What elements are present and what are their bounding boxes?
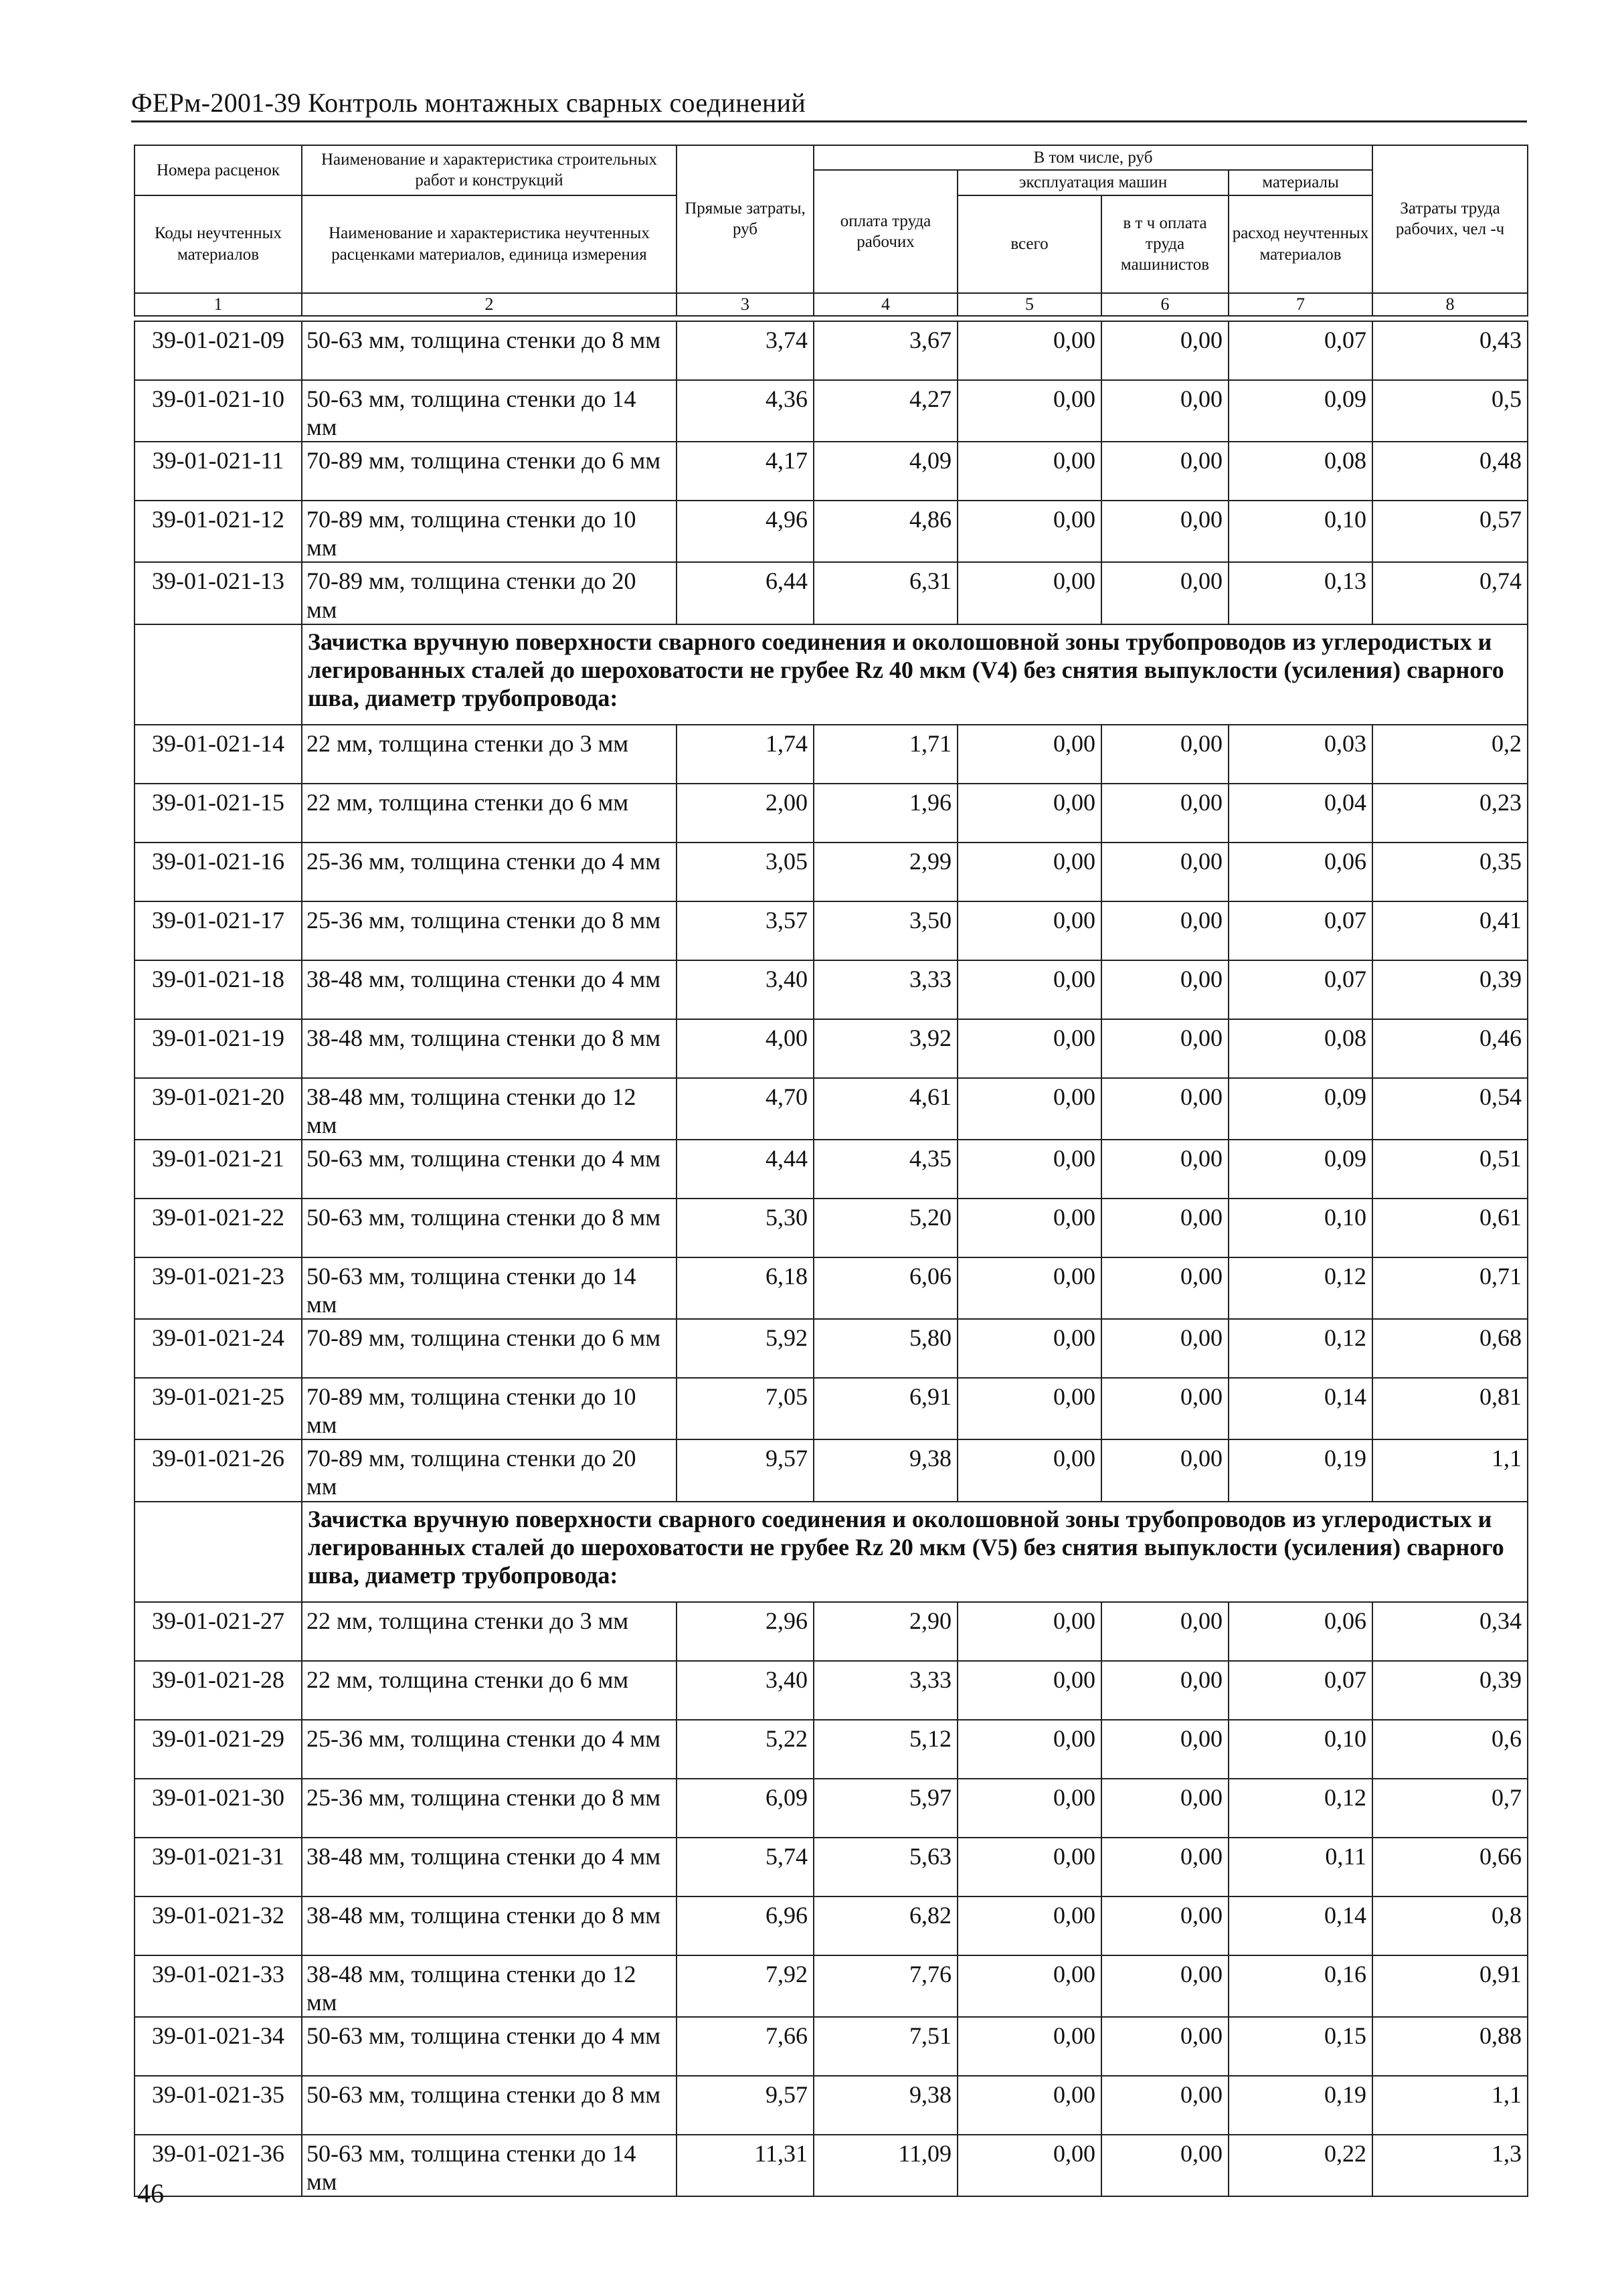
rate-code: 39-01-021-29 (134, 1720, 302, 1779)
table-row (134, 960, 1528, 1019)
labor-costs: 0,23 (1372, 784, 1528, 843)
work-description: 38-48 мм, толщина стенки до 12 мм (302, 1078, 677, 1140)
work-description: 22 мм, толщина стенки до 6 мм (302, 784, 677, 843)
machine-operation-total: 0,00 (958, 1896, 1101, 1955)
machine-operation-total: 0,00 (958, 2076, 1101, 2135)
materials-consumption: 0,03 (1229, 725, 1372, 784)
labor-costs: 0,39 (1372, 1661, 1528, 1720)
labor-costs: 0,51 (1372, 1140, 1528, 1199)
header-naimenovanie: Наименование и характеристика строительных работ и конструкций (302, 145, 677, 195)
machinist-wages: 0,00 (1101, 1896, 1229, 1955)
rate-code: 39-01-021-34 (134, 2017, 302, 2076)
direct-costs: 7,66 (677, 2017, 814, 2076)
machinist-wages: 0,00 (1101, 2135, 1229, 2196)
direct-costs: 3,40 (677, 960, 814, 1019)
header-nomera: Номера расценок (134, 145, 302, 195)
direct-costs: 7,05 (677, 1378, 814, 1439)
labor-costs: 0,66 (1372, 1838, 1528, 1896)
machine-operation-total: 0,00 (958, 1661, 1101, 1720)
direct-costs: 4,70 (677, 1078, 814, 1140)
direct-costs: 9,57 (677, 1439, 814, 1501)
machine-operation-total: 0,00 (958, 1779, 1101, 1838)
col-number: 4 (814, 293, 958, 317)
rate-code: 39-01-021-32 (134, 1896, 302, 1955)
machine-operation-total: 0,00 (958, 2135, 1101, 2196)
table-row (134, 321, 1528, 380)
col-number: 3 (677, 293, 814, 317)
table-row (134, 562, 1528, 624)
page-number: 46 (137, 2178, 164, 2208)
rate-code: 39-01-021-17 (134, 901, 302, 960)
table-row (134, 901, 1528, 960)
machine-operation-total: 0,00 (958, 1199, 1101, 1257)
header-pryamye: Прямые затраты, руб (677, 145, 814, 293)
machinist-wages: 0,00 (1101, 1955, 1229, 2017)
machine-operation-total: 0,00 (958, 1955, 1101, 2017)
labor-costs: 0,43 (1372, 321, 1528, 380)
worker-wages: 5,12 (814, 1720, 958, 1779)
labor-costs: 0,74 (1372, 562, 1528, 624)
page-title: ФЕРм-2001-39 Контроль монтажных сварных соединений (131, 88, 806, 118)
work-description: 38-48 мм, толщина стенки до 12 мм (302, 1955, 677, 2017)
materials-consumption: 0,12 (1229, 1257, 1372, 1319)
header-oplata-truda: оплата труда рабочих (814, 170, 958, 292)
header-kody: Коды неучтенных материалов (134, 195, 302, 293)
worker-wages: 3,92 (814, 1019, 958, 1078)
materials-consumption: 0,15 (1229, 2017, 1372, 2076)
table-row (134, 380, 1528, 442)
worker-wages: 9,38 (814, 1439, 958, 1501)
col-number: 2 (302, 293, 677, 317)
materials-consumption: 0,09 (1229, 1140, 1372, 1199)
direct-costs: 6,96 (677, 1896, 814, 1955)
machinist-wages: 0,00 (1101, 960, 1229, 1019)
col-number: 7 (1229, 293, 1372, 317)
machinist-wages: 0,00 (1101, 1199, 1229, 1257)
machinist-wages: 0,00 (1101, 380, 1229, 442)
work-description: 25-36 мм, толщина стенки до 4 мм (302, 1720, 677, 1779)
table-row (134, 843, 1528, 901)
worker-wages: 3,67 (814, 321, 958, 380)
machinist-wages: 0,00 (1101, 901, 1229, 960)
direct-costs: 11,31 (677, 2135, 814, 2196)
worker-wages: 5,80 (814, 1319, 958, 1378)
rate-code: 39-01-021-26 (134, 1439, 302, 1501)
machine-operation-total: 0,00 (958, 2017, 1101, 2076)
worker-wages: 4,27 (814, 380, 958, 442)
col-number: 1 (134, 293, 302, 317)
materials-consumption: 0,09 (1229, 380, 1372, 442)
header-vsego: всего (958, 195, 1101, 293)
table-row (134, 501, 1528, 562)
rate-code: 39-01-021-21 (134, 1140, 302, 1199)
direct-costs: 2,96 (677, 1602, 814, 1661)
labor-costs: 0,61 (1372, 1199, 1528, 1257)
rate-code: 39-01-021-13 (134, 562, 302, 624)
table-row (134, 1838, 1528, 1896)
machinist-wages: 0,00 (1101, 321, 1229, 380)
worker-wages: 7,76 (814, 1955, 958, 2017)
labor-costs: 0,8 (1372, 1896, 1528, 1955)
work-description: 25-36 мм, толщина стенки до 8 мм (302, 901, 677, 960)
labor-costs: 0,54 (1372, 1078, 1528, 1140)
work-description: 22 мм, толщина стенки до 6 мм (302, 1661, 677, 1720)
work-description: 70-89 мм, толщина стенки до 20 мм (302, 1439, 677, 1501)
work-description: 50-63 мм, толщина стенки до 8 мм (302, 1199, 677, 1257)
rate-code: 39-01-021-12 (134, 501, 302, 562)
machine-operation-total: 0,00 (958, 442, 1101, 501)
labor-costs: 0,35 (1372, 843, 1528, 901)
section-code-empty (134, 624, 302, 725)
materials-consumption: 0,08 (1229, 1019, 1372, 1078)
machine-operation-total: 0,00 (958, 725, 1101, 784)
direct-costs: 6,44 (677, 562, 814, 624)
machinist-wages: 0,00 (1101, 1019, 1229, 1078)
materials-consumption: 0,10 (1229, 1199, 1372, 1257)
work-description: 50-63 мм, толщина стенки до 8 мм (302, 321, 677, 380)
materials-consumption: 0,19 (1229, 1439, 1372, 1501)
work-description: 50-63 мм, толщина стенки до 14 мм (302, 380, 677, 442)
table-row (134, 1779, 1528, 1838)
worker-wages: 11,09 (814, 2135, 958, 2196)
machinist-wages: 0,00 (1101, 1319, 1229, 1378)
table-row (134, 1955, 1528, 2017)
materials-consumption: 0,07 (1229, 321, 1372, 380)
table-row (134, 784, 1528, 843)
rate-code: 39-01-021-18 (134, 960, 302, 1019)
table-row (134, 1720, 1528, 1779)
labor-costs: 0,91 (1372, 1955, 1528, 2017)
machinist-wages: 0,00 (1101, 2076, 1229, 2135)
machinist-wages: 0,00 (1101, 2017, 1229, 2076)
machinist-wages: 0,00 (1101, 843, 1229, 901)
header-vtch: в т ч оплата труда машинистов (1101, 195, 1229, 293)
materials-consumption: 0,10 (1229, 1720, 1372, 1779)
col-number: 6 (1101, 293, 1229, 317)
direct-costs: 9,57 (677, 2076, 814, 2135)
table-row (134, 725, 1528, 784)
rate-code: 39-01-021-36 (134, 2135, 302, 2196)
materials-consumption: 0,19 (1229, 2076, 1372, 2135)
rate-code: 39-01-021-14 (134, 725, 302, 784)
table-row (134, 1661, 1528, 1720)
header-materialy: материалы (1229, 170, 1372, 195)
work-description: 22 мм, толщина стенки до 3 мм (302, 725, 677, 784)
worker-wages: 4,09 (814, 442, 958, 501)
machinist-wages: 0,00 (1101, 562, 1229, 624)
worker-wages: 3,50 (814, 901, 958, 960)
machinist-wages: 0,00 (1101, 725, 1229, 784)
table-row (134, 1602, 1528, 1661)
worker-wages: 4,35 (814, 1140, 958, 1199)
work-description: 38-48 мм, толщина стенки до 4 мм (302, 1838, 677, 1896)
direct-costs: 5,22 (677, 1720, 814, 1779)
direct-costs: 4,44 (677, 1140, 814, 1199)
rate-code: 39-01-021-19 (134, 1019, 302, 1078)
rate-code: 39-01-021-31 (134, 1838, 302, 1896)
work-description: 38-48 мм, толщина стенки до 8 мм (302, 1896, 677, 1955)
machine-operation-total: 0,00 (958, 1378, 1101, 1439)
direct-costs: 3,74 (677, 321, 814, 380)
direct-costs: 7,92 (677, 1955, 814, 2017)
worker-wages: 5,97 (814, 1779, 958, 1838)
worker-wages: 7,51 (814, 2017, 958, 2076)
worker-wages: 6,06 (814, 1257, 958, 1319)
work-description: 25-36 мм, толщина стенки до 8 мм (302, 1779, 677, 1838)
header-naimenovanie-2: Наименование и характеристика неучтенных расценками материалов, единица измерения (302, 195, 677, 293)
worker-wages: 4,61 (814, 1078, 958, 1140)
labor-costs: 0,5 (1372, 380, 1528, 442)
machine-operation-total: 0,00 (958, 1319, 1101, 1378)
direct-costs: 5,30 (677, 1199, 814, 1257)
table-row (134, 1896, 1528, 1955)
col-number: 8 (1372, 293, 1528, 317)
labor-costs: 0,34 (1372, 1602, 1528, 1661)
work-description: 70-89 мм, толщина стенки до 10 мм (302, 1378, 677, 1439)
machinist-wages: 0,00 (1101, 1661, 1229, 1720)
direct-costs: 1,74 (677, 725, 814, 784)
machine-operation-total: 0,00 (958, 843, 1101, 901)
machinist-wages: 0,00 (1101, 1257, 1229, 1319)
title-rule (131, 120, 1527, 122)
materials-consumption: 0,07 (1229, 960, 1372, 1019)
worker-wages: 3,33 (814, 960, 958, 1019)
rate-code: 39-01-021-20 (134, 1078, 302, 1140)
materials-consumption: 0,07 (1229, 1661, 1372, 1720)
table-row (134, 1140, 1528, 1199)
machinist-wages: 0,00 (1101, 501, 1229, 562)
materials-consumption: 0,07 (1229, 901, 1372, 960)
table-row (134, 1019, 1528, 1078)
machine-operation-total: 0,00 (958, 1257, 1101, 1319)
rate-code: 39-01-021-10 (134, 380, 302, 442)
work-description: 50-63 мм, толщина стенки до 14 мм (302, 2135, 677, 2196)
rate-code: 39-01-021-15 (134, 784, 302, 843)
table-row (134, 1078, 1528, 1140)
section-heading-rz20: Зачистка вручную поверхности сварного соединения и околошовной зоны трубопроводов из углеродистых и легированных сталей до шероховатости не грубее Rz 20 мкм (V5) без снятия выпуклости (усиления) сварного шва, диаметр трубопровода: (302, 1502, 1528, 1602)
direct-costs: 6,09 (677, 1779, 814, 1838)
rate-code: 39-01-021-30 (134, 1779, 302, 1838)
section-heading-rz40: Зачистка вручную поверхности сварного соединения и околошовной зоны трубопроводов из углеродистых и легированных сталей до шероховатости не грубее Rz 40 мкм (V4) без снятия выпуклости (усиления) сварного шва, диаметр трубопровода: (302, 624, 1528, 725)
rate-code: 39-01-021-11 (134, 442, 302, 501)
machinist-wages: 0,00 (1101, 1078, 1229, 1140)
materials-consumption: 0,08 (1229, 442, 1372, 501)
work-description: 22 мм, толщина стенки до 3 мм (302, 1602, 677, 1661)
machine-operation-total: 0,00 (958, 562, 1101, 624)
labor-costs: 0,41 (1372, 901, 1528, 960)
table-row (134, 1439, 1528, 1501)
materials-consumption: 0,22 (1229, 2135, 1372, 2196)
worker-wages: 5,20 (814, 1199, 958, 1257)
worker-wages: 3,33 (814, 1661, 958, 1720)
machine-operation-total: 0,00 (958, 901, 1101, 960)
direct-costs: 5,92 (677, 1319, 814, 1378)
rate-code: 39-01-021-09 (134, 321, 302, 380)
worker-wages: 1,71 (814, 725, 958, 784)
work-description: 38-48 мм, толщина стенки до 8 мм (302, 1019, 677, 1078)
direct-costs: 5,74 (677, 1838, 814, 1896)
machinist-wages: 0,00 (1101, 1838, 1229, 1896)
machinist-wages: 0,00 (1101, 1602, 1229, 1661)
machine-operation-total: 0,00 (958, 1140, 1101, 1199)
table-row (134, 1319, 1528, 1378)
rate-code: 39-01-021-22 (134, 1199, 302, 1257)
work-description: 70-89 мм, толщина стенки до 10 мм (302, 501, 677, 562)
header-v-tom-chisle: В том числе, руб (814, 145, 1372, 170)
machinist-wages: 0,00 (1101, 442, 1229, 501)
rate-code: 39-01-021-28 (134, 1661, 302, 1720)
header-zatraty: Затраты труда рабочих, чел -ч (1372, 145, 1528, 293)
labor-costs: 0,57 (1372, 501, 1528, 562)
machinist-wages: 0,00 (1101, 1439, 1229, 1501)
rate-code: 39-01-021-24 (134, 1319, 302, 1378)
rate-code: 39-01-021-33 (134, 1955, 302, 2017)
work-description: 50-63 мм, толщина стенки до 4 мм (302, 1140, 677, 1199)
direct-costs: 4,00 (677, 1019, 814, 1078)
direct-costs: 4,36 (677, 380, 814, 442)
machinist-wages: 0,00 (1101, 1378, 1229, 1439)
machine-operation-total: 0,00 (958, 1078, 1101, 1140)
rate-code: 39-01-021-35 (134, 2076, 302, 2135)
machine-operation-total: 0,00 (958, 784, 1101, 843)
section-row (134, 1502, 1528, 1602)
machine-operation-total: 0,00 (958, 321, 1101, 380)
labor-costs: 0,39 (1372, 960, 1528, 1019)
materials-consumption: 0,09 (1229, 1078, 1372, 1140)
machine-operation-total: 0,00 (958, 1602, 1101, 1661)
worker-wages: 2,99 (814, 843, 958, 901)
header-ekspluatatsiya: эксплуатация машин (958, 170, 1229, 195)
rate-code: 39-01-021-25 (134, 1378, 302, 1439)
table-row (134, 2017, 1528, 2076)
machinist-wages: 0,00 (1101, 1720, 1229, 1779)
materials-consumption: 0,12 (1229, 1779, 1372, 1838)
labor-costs: 0,6 (1372, 1720, 1528, 1779)
work-description: 70-89 мм, толщина стенки до 6 мм (302, 442, 677, 501)
machinist-wages: 0,00 (1101, 784, 1229, 843)
header-raskhod: расход неучтенных материалов (1229, 195, 1372, 293)
labor-costs: 1,1 (1372, 1439, 1528, 1501)
rates-table (134, 321, 1527, 2197)
work-description: 50-63 мм, толщина стенки до 4 мм (302, 2017, 677, 2076)
labor-costs: 0,68 (1372, 1319, 1528, 1378)
labor-costs: 0,7 (1372, 1779, 1528, 1838)
labor-costs: 0,48 (1372, 442, 1528, 501)
materials-consumption: 0,14 (1229, 1896, 1372, 1955)
table-row (134, 1257, 1528, 1319)
table-header (134, 145, 1527, 317)
section-row (134, 624, 1528, 725)
machinist-wages: 0,00 (1101, 1140, 1229, 1199)
worker-wages: 6,31 (814, 562, 958, 624)
table-row (134, 1199, 1528, 1257)
machine-operation-total: 0,00 (958, 1720, 1101, 1779)
col-number: 5 (958, 293, 1101, 317)
table-row (134, 442, 1528, 501)
materials-consumption: 0,13 (1229, 562, 1372, 624)
materials-consumption: 0,11 (1229, 1838, 1372, 1896)
labor-costs: 0,46 (1372, 1019, 1528, 1078)
worker-wages: 9,38 (814, 2076, 958, 2135)
labor-costs: 0,81 (1372, 1378, 1528, 1439)
direct-costs: 6,18 (677, 1257, 814, 1319)
materials-consumption: 0,06 (1229, 843, 1372, 901)
worker-wages: 1,96 (814, 784, 958, 843)
materials-consumption: 0,06 (1229, 1602, 1372, 1661)
rate-code: 39-01-021-27 (134, 1602, 302, 1661)
table-row (134, 2135, 1528, 2196)
machine-operation-total: 0,00 (958, 1838, 1101, 1896)
work-description: 50-63 мм, толщина стенки до 8 мм (302, 2076, 677, 2135)
worker-wages: 6,91 (814, 1378, 958, 1439)
machinist-wages: 0,00 (1101, 1779, 1229, 1838)
rate-code: 39-01-021-23 (134, 1257, 302, 1319)
labor-costs: 1,1 (1372, 2076, 1528, 2135)
materials-consumption: 0,14 (1229, 1378, 1372, 1439)
work-description: 25-36 мм, толщина стенки до 4 мм (302, 843, 677, 901)
worker-wages: 2,90 (814, 1602, 958, 1661)
direct-costs: 3,57 (677, 901, 814, 960)
direct-costs: 3,05 (677, 843, 814, 901)
table-row (134, 2076, 1528, 2135)
labor-costs: 1,3 (1372, 2135, 1528, 2196)
worker-wages: 4,86 (814, 501, 958, 562)
rate-code: 39-01-021-16 (134, 843, 302, 901)
work-description: 70-89 мм, толщина стенки до 20 мм (302, 562, 677, 624)
direct-costs: 3,40 (677, 1661, 814, 1720)
materials-consumption: 0,10 (1229, 501, 1372, 562)
table-row (134, 1378, 1528, 1439)
machine-operation-total: 0,00 (958, 1439, 1101, 1501)
work-description: 50-63 мм, толщина стенки до 14 мм (302, 1257, 677, 1319)
labor-costs: 0,88 (1372, 2017, 1528, 2076)
machine-operation-total: 0,00 (958, 380, 1101, 442)
work-description: 70-89 мм, толщина стенки до 6 мм (302, 1319, 677, 1378)
direct-costs: 4,17 (677, 442, 814, 501)
direct-costs: 2,00 (677, 784, 814, 843)
worker-wages: 5,63 (814, 1838, 958, 1896)
labor-costs: 0,2 (1372, 725, 1528, 784)
materials-consumption: 0,16 (1229, 1955, 1372, 2017)
machine-operation-total: 0,00 (958, 1019, 1101, 1078)
direct-costs: 4,96 (677, 501, 814, 562)
section-code-empty (134, 1502, 302, 1602)
work-description: 38-48 мм, толщина стенки до 4 мм (302, 960, 677, 1019)
machine-operation-total: 0,00 (958, 960, 1101, 1019)
machine-operation-total: 0,00 (958, 501, 1101, 562)
worker-wages: 6,82 (814, 1896, 958, 1955)
materials-consumption: 0,04 (1229, 784, 1372, 843)
labor-costs: 0,71 (1372, 1257, 1528, 1319)
materials-consumption: 0,12 (1229, 1319, 1372, 1378)
